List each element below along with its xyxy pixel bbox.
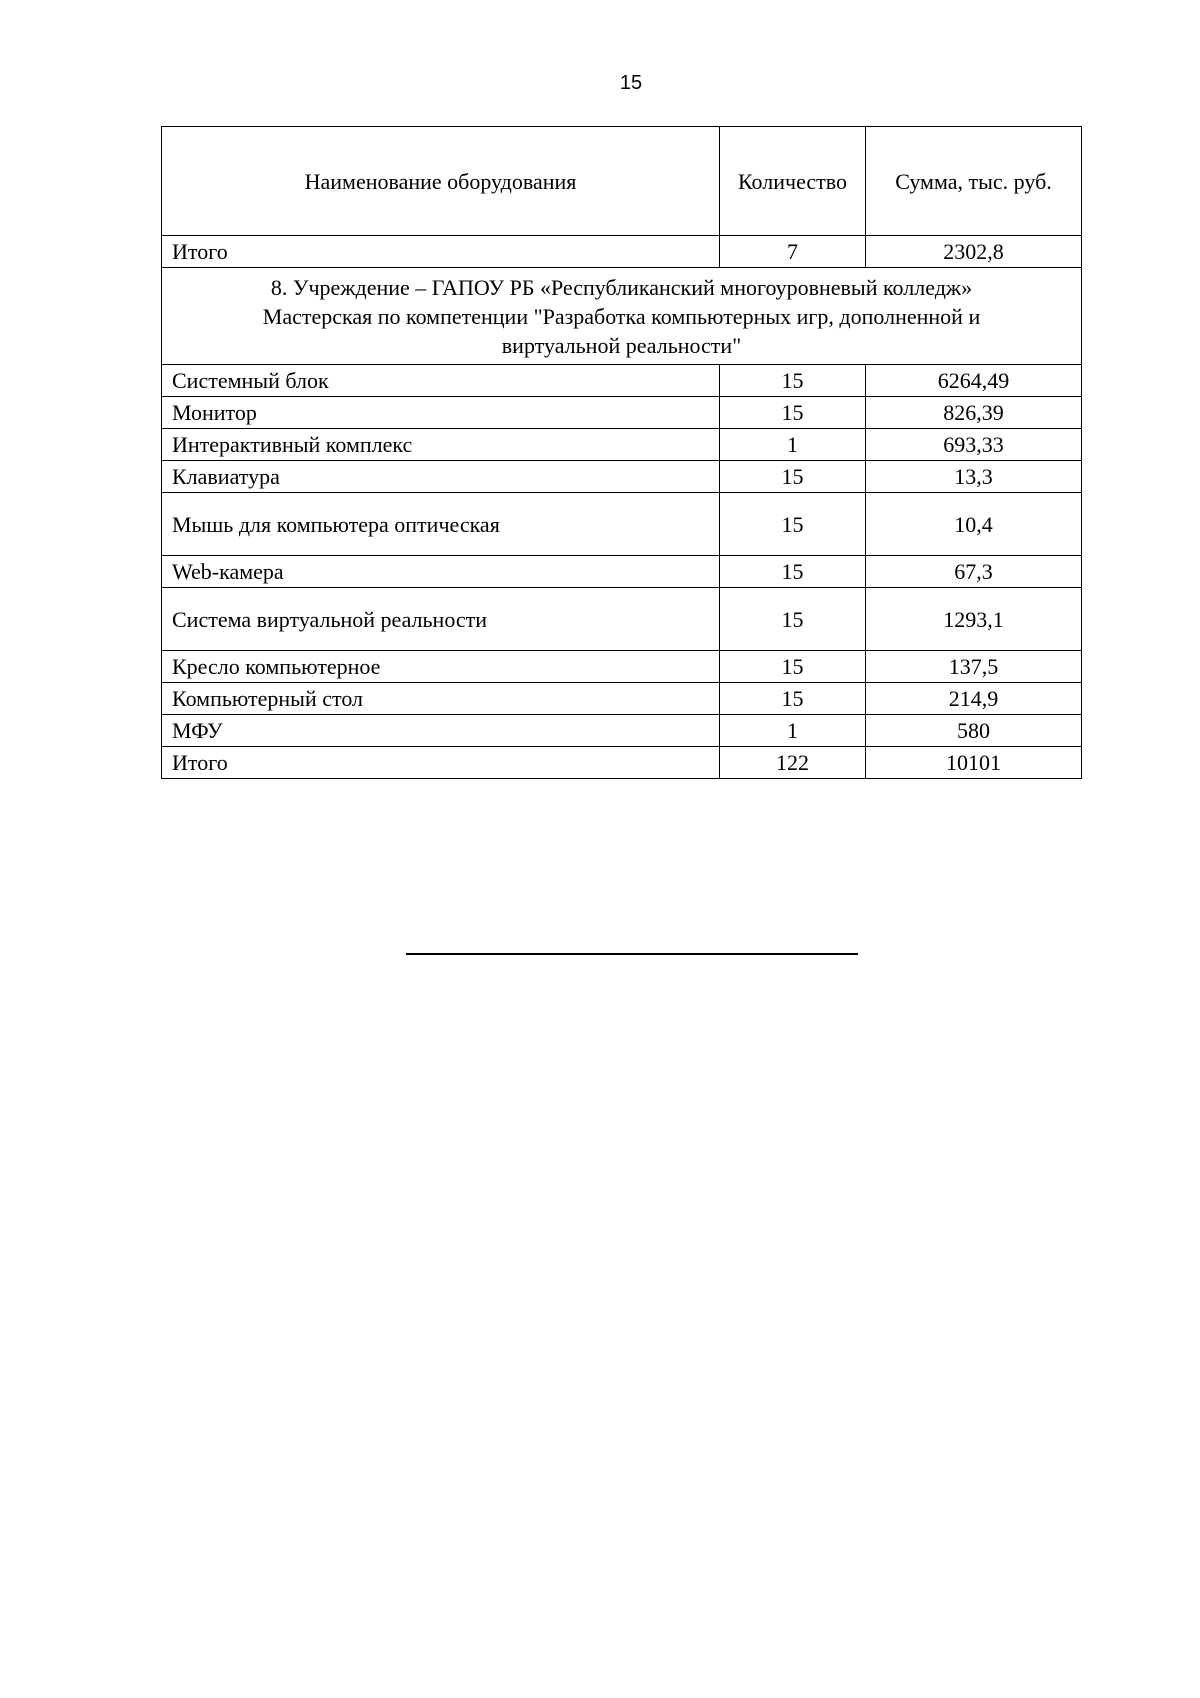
table-row: [162, 588, 1082, 651]
total-sum: 10101: [866, 747, 1082, 779]
equipment-table: [161, 126, 1082, 779]
total-row-bottom: [162, 747, 1082, 779]
table-row: [162, 493, 1082, 556]
item-sum: 214,9: [866, 683, 1082, 715]
table-row: [162, 651, 1082, 683]
item-name: Web-камера: [162, 556, 720, 588]
item-name: МФУ: [162, 715, 720, 747]
item-qty: 15: [720, 397, 866, 429]
item-qty: 1: [720, 715, 866, 747]
item-name: Мышь для компьютера оптическая: [162, 493, 720, 556]
item-name: Компьютерный стол: [162, 683, 720, 715]
item-name: Кресло компьютерное: [162, 651, 720, 683]
item-qty: 15: [720, 493, 866, 556]
item-name: Система виртуальной реальности: [162, 588, 720, 651]
item-name: Системный блок: [162, 365, 720, 397]
table-header-row: [162, 127, 1082, 236]
section-line-2: Мастерская по компетенции "Разработка компьютерных игр, дополненной и: [262, 303, 981, 329]
header-name: Наименование оборудования: [162, 127, 720, 236]
item-name: Монитор: [162, 397, 720, 429]
section-heading-row: [162, 268, 1082, 365]
section-line-1: 8. Учреждение – ГАПОУ РБ «Республиканский многоуровневый колледж»: [270, 274, 973, 300]
item-sum: 67,3: [866, 556, 1082, 588]
item-qty: 15: [720, 365, 866, 397]
item-sum: 693,33: [866, 429, 1082, 461]
table-row: [162, 715, 1082, 747]
item-sum: 13,3: [866, 461, 1082, 493]
item-name: Клавиатура: [162, 461, 720, 493]
table-row: [162, 429, 1082, 461]
item-sum: 826,39: [866, 397, 1082, 429]
section-line-3: виртуальной реальности": [501, 332, 742, 358]
total-sum: 2302,8: [866, 236, 1082, 268]
table-row: [162, 397, 1082, 429]
table-row: [162, 683, 1082, 715]
item-sum: 10,4: [866, 493, 1082, 556]
table-row: [162, 461, 1082, 493]
footer-divider: [406, 953, 858, 955]
item-qty: 15: [720, 556, 866, 588]
table-row: [162, 556, 1082, 588]
total-label: Итого: [162, 236, 720, 268]
item-sum: 1293,1: [866, 588, 1082, 651]
table-row: [162, 365, 1082, 397]
page-number: 15: [619, 72, 643, 94]
item-sum: 137,5: [866, 651, 1082, 683]
item-qty: 15: [720, 461, 866, 493]
item-qty: 15: [720, 651, 866, 683]
item-qty: 15: [720, 683, 866, 715]
item-qty: 15: [720, 588, 866, 651]
total-qty: 7: [720, 236, 866, 268]
item-qty: 1: [720, 429, 866, 461]
item-name: Интерактивный комплекс: [162, 429, 720, 461]
total-label: Итого: [162, 747, 720, 779]
item-sum: 580: [866, 715, 1082, 747]
header-sum: Сумма, тыс. руб.: [866, 127, 1082, 236]
header-qty: Количество: [720, 127, 866, 236]
total-qty: 122: [720, 747, 866, 779]
item-sum: 6264,49: [866, 365, 1082, 397]
section-heading: [162, 268, 1082, 365]
total-row-top: [162, 236, 1082, 268]
